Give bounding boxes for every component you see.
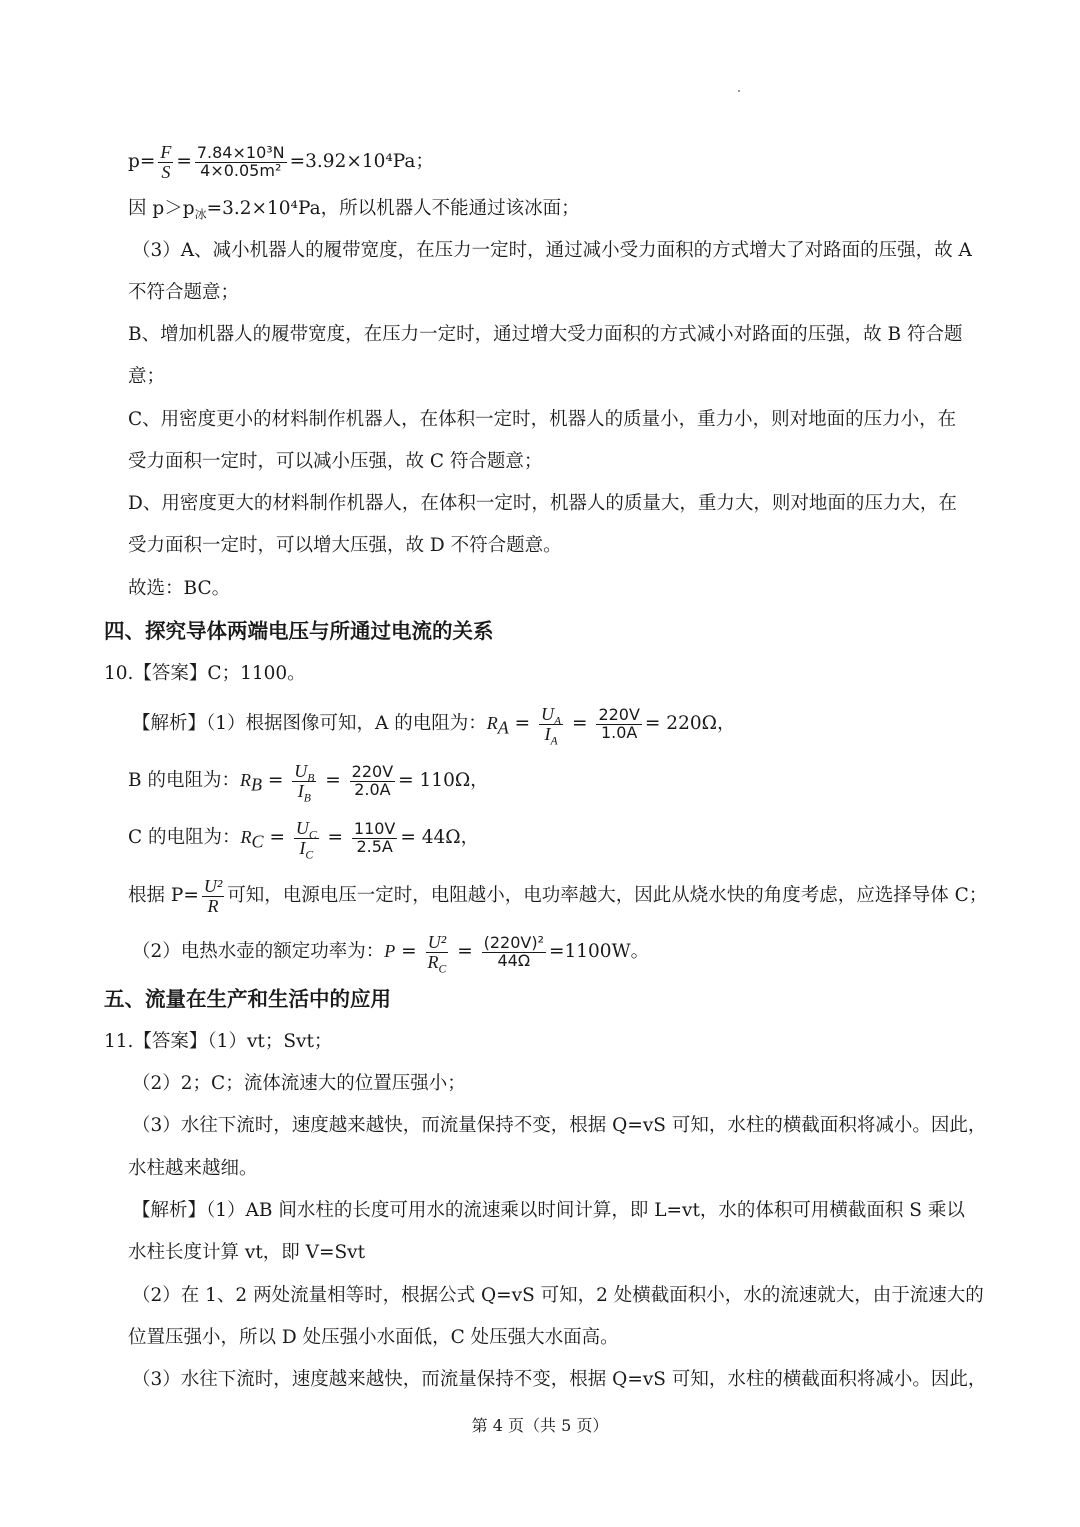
fraction-u2-over-rc	[426, 931, 449, 976]
subscript: A	[554, 714, 562, 728]
subscript: C	[251, 831, 264, 852]
subscript: A	[497, 717, 509, 738]
text: （2）电热水壶的额定功率为：	[132, 941, 385, 962]
denominator: 44Ω	[497, 950, 531, 970]
numerator: U	[294, 760, 308, 781]
subscript: 冰	[194, 207, 207, 222]
subscript: B	[250, 774, 262, 795]
denominator: 4×0.05m²	[200, 160, 282, 180]
var: R	[486, 713, 498, 733]
fraction-values	[350, 761, 395, 799]
denominator: R	[207, 895, 219, 916]
numerator: U	[295, 817, 309, 838]
paragraph-line: 位置压强小，所以 D 处压强小水面低，C 处压强大水面高。	[128, 1327, 619, 1348]
subscript: C	[305, 848, 314, 862]
equals: =	[176, 151, 192, 172]
subscript: C	[438, 962, 447, 976]
result: = 110Ω，	[398, 770, 489, 791]
fraction-values	[596, 704, 641, 742]
paragraph-line: （2）在 1、2 两处流量相等时，根据公式 Q=vS 可知，2 处横截面积小，水的流速就大，由于流速大的	[132, 1285, 984, 1306]
paragraph-line: D、用密度更大的材料制作机器人，在体积一定时，机器人的质量大，重力大，则对地面的压力大，在	[128, 493, 957, 514]
denominator: I	[544, 723, 551, 744]
numerator: U	[541, 703, 555, 724]
page-footer: 第 4 页（共 5 页）	[471, 1416, 609, 1435]
fraction-u2-over-r	[202, 877, 224, 916]
paragraph-line: 受力面积一定时，可以减小压强，故 C 符合题意；	[128, 451, 543, 472]
paragraph-line: C、用密度更小的材料制作机器人，在体积一定时，机器人的质量小，重力小，则对地面的压力小，在	[128, 409, 957, 430]
text: 因 p＞p	[128, 198, 195, 219]
text: 【解析】（1）根据图像可知，A 的电阻为：	[132, 713, 487, 734]
paragraph-line: B、增加机器人的履带宽度，在压力一定时，通过增大受力面积的方式减小对路面的压强，故 B 符合题	[128, 324, 963, 345]
var: R	[239, 770, 251, 790]
comparison-line	[128, 195, 980, 223]
denominator: 1.0A	[600, 722, 638, 742]
paragraph-line: 【解析】（1）AB 间水柱的长度可用水的流速乘以时间计算，即 L=vt，水的体积可用横截面积 S 乘以	[132, 1200, 965, 1221]
resistance-b-line: B 的电阻为：$R_B$ = $\frac{U_B}{I_B}$ = $\frac{220V}{2.0A}$ = 110Ω，	[128, 760, 489, 805]
section-heading-5: 五、流量在生产和生活中的应用	[104, 987, 391, 1011]
fraction-values	[195, 142, 287, 180]
scan-speck	[738, 90, 740, 92]
numerator: 110V	[353, 818, 396, 838]
paragraph-line: （3）水往下流时，速度越来越快，而流量保持不变，根据 Q=vS 可知，水柱的横截面积将减小。因此，	[132, 1369, 987, 1390]
paragraph-line: 受力面积一定时，可以增大压强，故 D 不符合题意。	[128, 535, 562, 556]
numerator: 220V	[598, 704, 640, 724]
denominator: S	[161, 161, 171, 182]
numerator: U²	[203, 875, 223, 896]
paragraph-line: 意；	[128, 366, 166, 387]
numerator: 220V	[351, 761, 394, 781]
subscript: B	[303, 791, 311, 805]
answer-11: 11.【答案】（1）vt；Svt；	[104, 1031, 333, 1052]
numerator: U²	[426, 933, 449, 953]
denominator: R	[427, 951, 439, 972]
result: = 220Ω，	[644, 713, 736, 734]
denominator: I	[297, 780, 304, 801]
denominator: I	[299, 837, 306, 858]
paragraph-line: （3）水往下流时，速度越来越快，而流量保持不变，根据 Q=vS 可知，水柱的横截面积将减小。因此，	[132, 1115, 987, 1136]
paragraph-line: 不符合题意；	[128, 282, 240, 303]
result: = 44Ω，	[400, 827, 480, 848]
paragraph-line: （3）A、减小机器人的履带宽度，在压力一定时，通过减小受力面积的方式增大了对路面的压强，故 A	[132, 240, 972, 261]
paragraph-line: 水柱越来越细。	[128, 1158, 258, 1179]
text: =3.2×10⁴Pa，所以机器人不能通过该冰面；	[206, 198, 580, 219]
paragraph-line: 水柱长度计算 vt，即 V=Svt	[128, 1242, 366, 1263]
text: 可知，电源电压一定时，电阻越小，电功率越大，因此从烧水快的角度考虑，应选择导体 C；	[227, 885, 988, 906]
var: P	[384, 941, 396, 961]
fraction-f-over-s	[158, 143, 173, 182]
numerator: (220V)²	[483, 932, 544, 952]
paragraph-line: （2）2；C；流体流速大的位置压强小；	[132, 1073, 466, 1094]
answer-10: 10.【答案】C；1100。	[104, 663, 306, 684]
text: C 的电阻为：	[128, 827, 241, 848]
rated-power-line: （2）电热水壶的额定功率为：P = $\frac{\text{U²}}{R_C}$ = $\frac{\text{(220V)²}}{44\Omega}$ =1100W。	[132, 931, 650, 976]
denominator: 2.5A	[356, 836, 393, 856]
text: B 的电阻为：	[128, 770, 240, 791]
section-heading-4: 四、探究导体两端电压与所通过电流的关系	[104, 619, 494, 643]
fraction-values	[482, 932, 546, 970]
pressure-formula	[128, 140, 980, 184]
resistance-a-line: 【解析】（1）根据图像可知，A 的电阻为：$R_A$ = $\frac{U_A}{I_A}$ = $\frac{220V}{1.0A}$ = 220Ω，	[132, 703, 736, 748]
fraction-u-over-i	[539, 703, 563, 748]
numerator: 7.84×10³N	[196, 142, 285, 162]
var: R	[240, 827, 252, 847]
subscript: C	[308, 828, 317, 842]
subscript: A	[550, 734, 558, 748]
fraction-values	[352, 818, 397, 856]
formula-prefix: p=	[128, 151, 156, 172]
subscript: B	[307, 771, 315, 785]
text: 根据 P=	[128, 885, 199, 906]
formula-result: =3.92×10⁴Pa；	[289, 151, 434, 172]
fraction-u-over-i	[294, 817, 319, 862]
fraction-u-over-i	[292, 760, 316, 805]
resistance-c-line: C 的电阻为：$R_C$ = $\frac{U_C}{I_C}$ = $\frac{110V}{2.5A}$ = 44Ω，	[128, 817, 480, 862]
denominator: 2.0A	[354, 779, 391, 799]
result: =1100W。	[549, 941, 650, 962]
power-formula-line	[128, 874, 988, 918]
numerator: F	[160, 141, 172, 162]
paragraph-line: 故选：BC。	[128, 578, 231, 599]
